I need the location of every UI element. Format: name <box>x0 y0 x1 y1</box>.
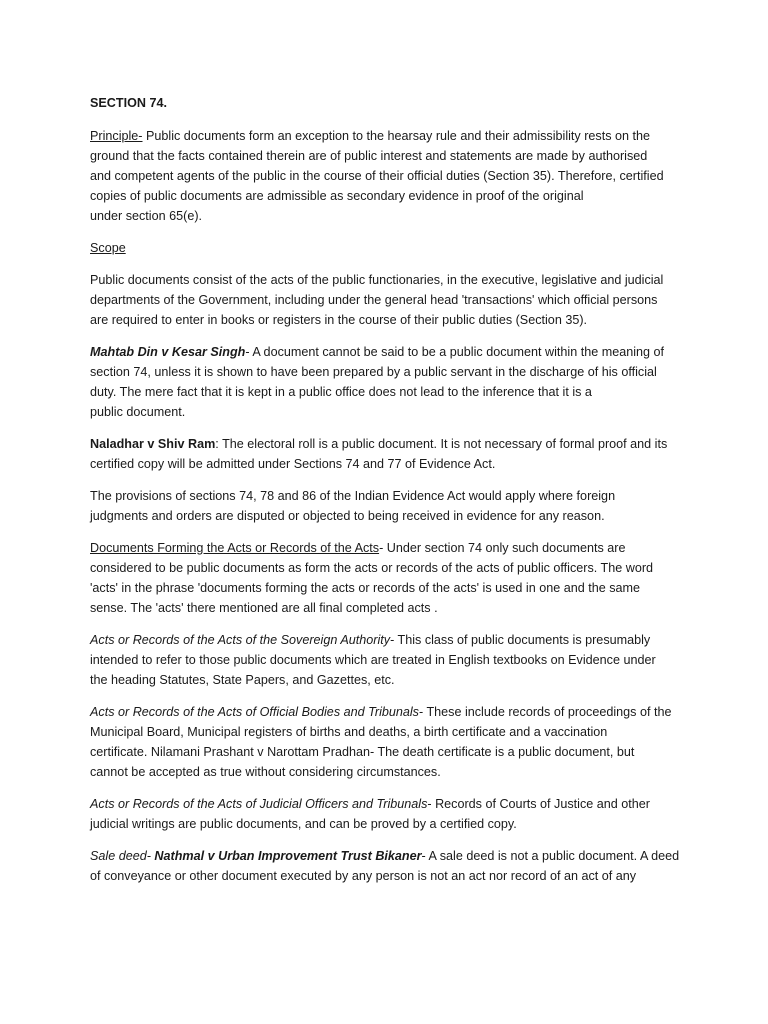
principle-text-line-1: Public documents form an exception to the hearsay rule and their admissibility rests on the <box>142 129 651 143</box>
principle-paragraph <box>90 126 680 226</box>
judicial-text-line-2: judicial writings are public documents, and can be proved by a certified copy. <box>90 817 517 831</box>
scope-paragraph <box>90 270 680 330</box>
sovereign-text-line-2: intended to refer to those public documents which are treated in English textbooks on Evidence under <box>90 653 656 667</box>
documents-forming-acts-paragraph <box>90 538 680 618</box>
mahtab-text-line-3: duty. The mere fact that it is kept in a public office does not lead to the inference that it is a <box>90 385 592 399</box>
scope-text-line-3: are required to enter in books or registers in the course of their public duties (Section 35). <box>90 313 588 327</box>
document-page <box>90 93 680 898</box>
sovereign-text-line-1: - This class of public documents is presumably <box>390 633 651 647</box>
sale-text-line-2: of conveyance or other document executed by any person is not an act nor record of an act of any <box>90 869 637 883</box>
naladhar-text-line-1: : The electoral roll is a public document. It is not necessary of formal proof and its <box>215 437 668 451</box>
judicial-officers-label: Acts or Records of the Acts of Judicial Officers and Tribunals <box>90 797 428 811</box>
principle-text-line-4: copies of public documents are admissible as secondary evidence in proof of the original <box>90 189 584 203</box>
sovereign-authority-paragraph <box>90 630 680 690</box>
documents-text-line-1: - Under section 74 only such documents are <box>379 541 626 555</box>
official-text-line-3: certificate. Nilamani Prashant v Narottam Pradhan- The death certificate is a public document, but <box>90 745 635 759</box>
sale-deed-paragraph <box>90 846 680 886</box>
principle-text-line-2: ground that the facts contained therein are of public interest and statements are made by authorised <box>90 149 648 163</box>
documents-text-line-3: 'acts' in the phrase 'documents forming the acts or records of the acts' is used in one and the same <box>90 581 641 595</box>
mahtab-text-line-4: public document. <box>90 405 186 419</box>
documents-text-line-4: sense. The 'acts' there mentioned are all final completed acts . <box>90 601 438 615</box>
foreign-judgments-paragraph <box>90 486 680 526</box>
official-bodies-paragraph <box>90 702 680 782</box>
foreign-text-line-1: The provisions of sections 74, 78 and 86 of the Indian Evidence Act would apply where foreign <box>90 489 616 503</box>
principle-label: Principle- <box>90 129 143 143</box>
judicial-officers-paragraph <box>90 794 680 834</box>
official-text-line-4: cannot be accepted as true without considering circumstances. <box>90 765 441 779</box>
scope-heading: Scope <box>90 241 126 255</box>
sale-deed-label: Sale deed- <box>90 849 155 863</box>
mahtab-text-line-2: section 74, unless it is shown to have been prepared by a public servant in the discharge of his official <box>90 365 657 379</box>
case-name-nathmal: Nathmal v Urban Improvement Trust Bikaner <box>154 849 422 863</box>
scope-text-line-1: Public documents consist of the acts of the public functionaries, in the executive, legislative and judicial <box>90 273 664 287</box>
judicial-text-line-1: - Records of Courts of Justice and other <box>427 797 650 811</box>
section-heading: SECTION 74. <box>90 96 167 110</box>
case-name-naladhar: Naladhar v Shiv Ram <box>90 437 216 451</box>
mahtab-din-paragraph <box>90 342 680 422</box>
sovereign-text-line-3: the heading Statutes, State Papers, and Gazettes, etc. <box>90 673 395 687</box>
naladhar-paragraph <box>90 434 680 474</box>
foreign-text-line-2: judgments and orders are disputed or objected to being received in evidence for any reason. <box>90 509 605 523</box>
principle-text-line-5: under section 65(e). <box>90 209 203 223</box>
official-text-line-2: Municipal Board, Municipal registers of births and deaths, a birth certificate and a vaccination <box>90 725 608 739</box>
documents-forming-acts-label: Documents Forming the Acts or Records of the Acts <box>90 541 380 555</box>
official-text-line-1: - These include records of proceedings of the <box>418 705 672 719</box>
documents-text-line-2: considered to be public documents as form the acts or records of the acts of public officers. The word <box>90 561 654 575</box>
principle-text-line-3: and competent agents of the public in the course of their official duties (Section 35). Therefore, certified <box>90 169 664 183</box>
sovereign-authority-label: Acts or Records of the Acts of the Sovereign Authority <box>90 633 391 647</box>
case-name-mahtab-din: Mahtab Din v Kesar Singh <box>90 345 246 359</box>
scope-text-line-2: departments of the Government, including under the general head 'transactions' which official persons <box>90 293 658 307</box>
mahtab-text-line-1: - A document cannot be said to be a public document within the meaning of <box>245 345 665 359</box>
naladhar-text-line-2: certified copy will be admitted under Sections 74 and 77 of Evidence Act. <box>90 457 496 471</box>
sale-text-line-1: - A sale deed is not a public document. A deed <box>421 849 680 863</box>
official-bodies-label: Acts or Records of the Acts of Official Bodies and Tribunals <box>90 705 419 719</box>
